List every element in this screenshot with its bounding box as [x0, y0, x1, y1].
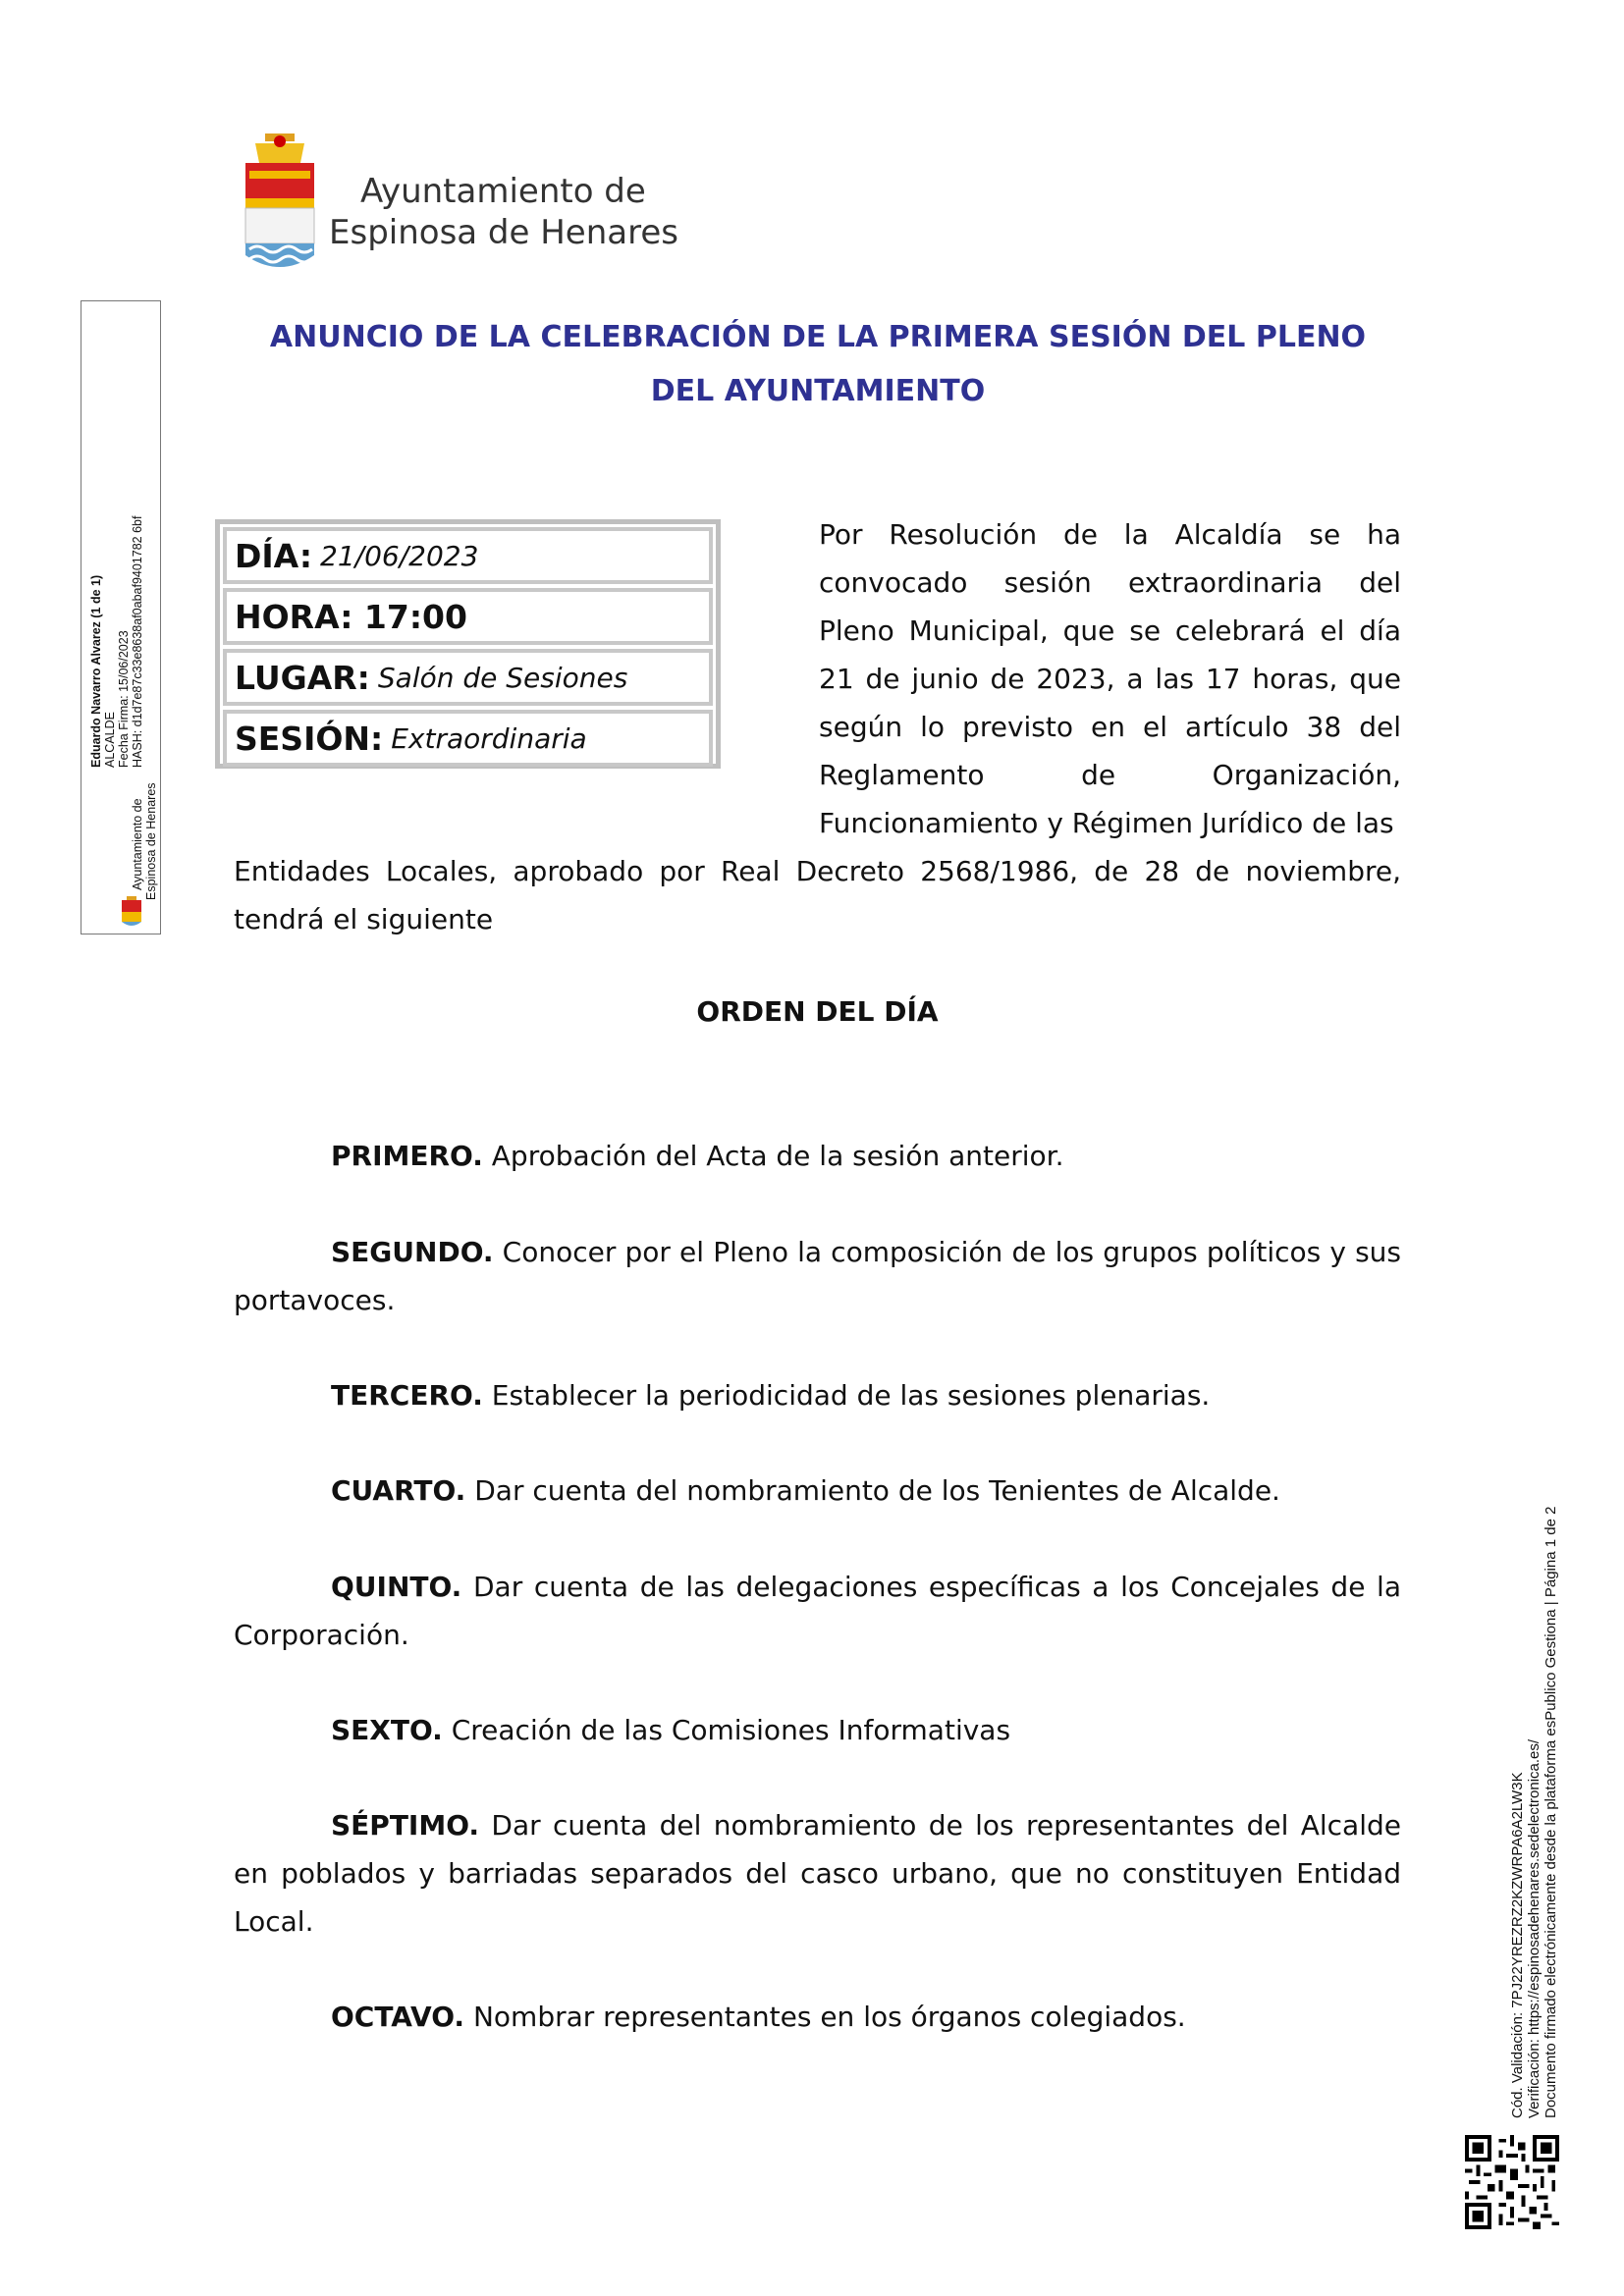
info-row-hora	[223, 588, 713, 645]
agenda-item-label: SEXTO.	[331, 1714, 443, 1746]
agenda-item-text: Dar cuenta de las delegaciones específicas a los Concejales de la Corporación.	[234, 1571, 1401, 1651]
agenda-item-label: QUINTO.	[331, 1571, 462, 1603]
agenda-item-text: Dar cuenta del nombramiento de los representantes del Alcalde en poblados y barriadas separados del casco urbano, que no constituyen Entidad Local.	[234, 1809, 1401, 1938]
logo-text	[329, 171, 678, 253]
agenda-item-text: Creación de las Comisiones Informativas	[451, 1714, 1011, 1746]
agenda-item	[234, 1993, 1401, 2041]
signature-hash: HASH: d1d7e87c33e8638af0abaf9401782 6bf	[131, 515, 144, 768]
sesion-label: SESIÓN:	[235, 719, 384, 758]
agenda-item-text: Dar cuenta del nombramiento de los Tenientes de Alcalde.	[474, 1474, 1280, 1507]
agenda-item	[234, 1228, 1401, 1324]
info-row-dia	[223, 527, 713, 584]
agenda-item	[234, 1563, 1401, 1659]
coat-of-arms-icon	[236, 130, 324, 279]
dia-value: 21/06/2023	[320, 539, 479, 572]
signature-date: Fecha Firma: 15/06/2023	[117, 630, 131, 768]
municipal-logo	[236, 130, 697, 279]
agenda-item-text: Conocer por el Pleno la composición de los grupos políticos y sus portavoces.	[234, 1236, 1401, 1316]
agenda-item	[234, 1801, 1401, 1946]
agenda-item-label: OCTAVO.	[331, 2001, 465, 2033]
agenda-item-label: SÉPTIMO.	[331, 1809, 480, 1842]
document-title	[234, 310, 1402, 418]
agenda-item-text: Aprobación del Acta de la sesión anterior.	[491, 1140, 1064, 1172]
sesion-value: Extraordinaria	[391, 721, 587, 755]
qr-code-icon	[1465, 2135, 1559, 2229]
agenda-item-label: SEGUNDO.	[331, 1236, 494, 1268]
dia-label: DÍA:	[235, 536, 313, 575]
session-info-box	[215, 519, 721, 769]
agenda-item-text: Nombrar representantes en los órganos colegiados.	[472, 2001, 1186, 2033]
logo-line-2: Espinosa de Henares	[329, 213, 678, 252]
agenda-item-label: PRIMERO.	[331, 1140, 483, 1172]
agenda-item-text: Establecer la periodicidad de las sesiones plenarias.	[491, 1379, 1211, 1412]
logo-line-1: Ayuntamiento de	[360, 172, 646, 211]
title-line-2: DEL AYUNTAMIENTO	[650, 374, 986, 408]
hora-label: HORA: 17:00	[235, 597, 467, 636]
signature-stamp	[81, 300, 161, 934]
agenda-item-label: CUARTO.	[331, 1474, 466, 1507]
title-line-1: ANUNCIO DE LA CELEBRACIÓN DE LA PRIMERA SESIÓN DEL PLENO	[269, 320, 1367, 354]
info-row-lugar	[223, 649, 713, 706]
agenda-item	[234, 1132, 1401, 1180]
lugar-label: LUGAR:	[235, 658, 370, 697]
electronic-signature-note: Documento firmado electrónicamente desde la plataforma esPublico Gestiona | Página 1 de 2	[1543, 1506, 1559, 2118]
agenda-item-label: TERCERO.	[331, 1379, 483, 1412]
lugar-value: Salón de Sesiones	[377, 661, 628, 694]
stamp-org-line-1: Ayuntamiento de	[131, 798, 144, 890]
intro-paragraph-continued: Entidades Locales, aprobado por Real Decreto 2568/1986, de 28 de noviembre, tendrá el siguiente	[234, 855, 1401, 935]
stamp-shield-icon	[119, 896, 144, 928]
stamp-org-line-2: Espinosa de Henares	[144, 782, 158, 900]
validation-code: Cód. Validación: 7PJ22YREZRZ2KZWRPA6A2LW3K	[1509, 1772, 1526, 2118]
intro-paragraph-right: Por Resolución de la Alcaldía se ha convocado sesión extraordinaria del Pleno Municipal, que se celebrará el día 21 de junio de 2023, a las 17 horas, que según lo previsto en el artículo 38 del Reglamento de Organización, Funcionamiento y Régimen Jurídico de las	[819, 518, 1401, 839]
signer-role: ALCALDE	[103, 712, 117, 768]
signer-name: Eduardo Navarro Alvarez (1 de 1)	[89, 574, 103, 768]
verification-url[interactable]: Verificación: https://espinosadehenares.sedelectronica.es/	[1526, 1738, 1543, 2118]
agenda-item	[234, 1706, 1401, 1754]
info-row-sesion	[223, 710, 713, 767]
agenda-item	[234, 1371, 1401, 1419]
agenda-heading: ORDEN DEL DÍA	[696, 995, 939, 1028]
agenda-item	[234, 1467, 1401, 1515]
